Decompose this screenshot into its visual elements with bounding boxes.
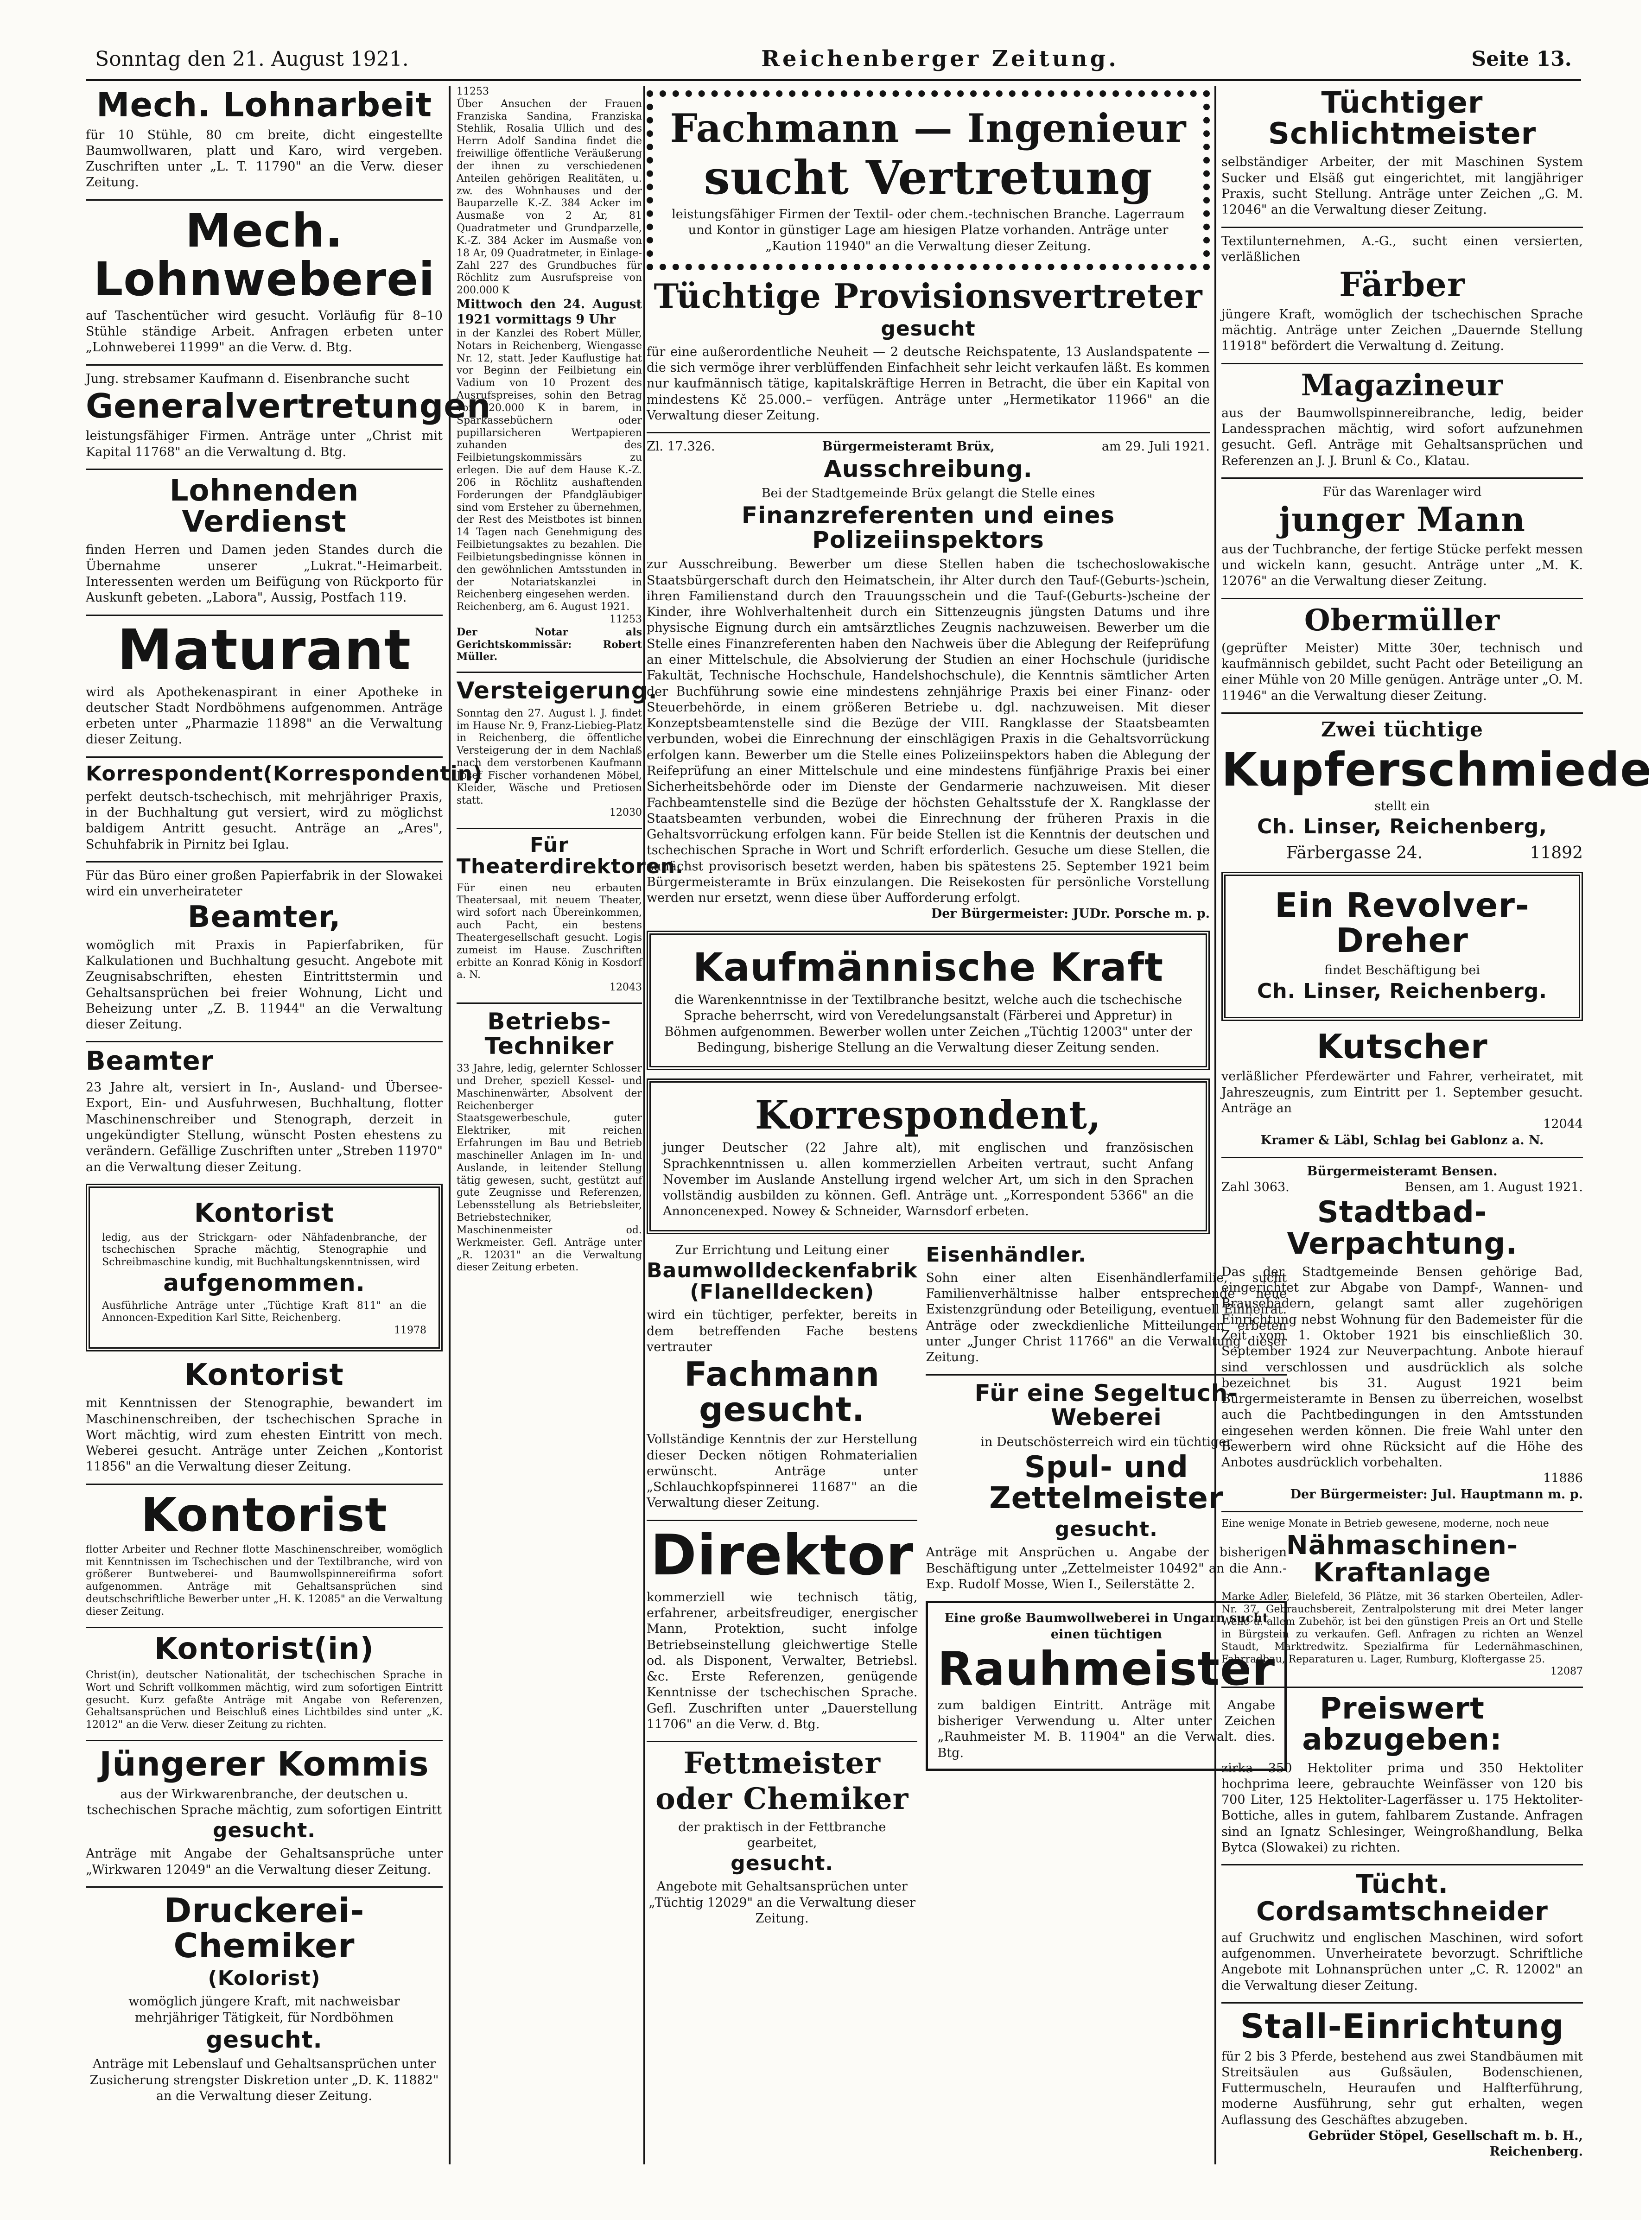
notice-signature: Der Bürgermeister: JUDr. Porsche m. p. bbox=[931, 907, 1210, 921]
ad-separator bbox=[1221, 712, 1583, 714]
ad-body: zur Ausschreibung. Bewerber um diese Stellen haben die tschechoslowakische Staatsbürgerschaft durch den Heimatschein, ihr Alter durch den Tauf-(Geburts-)schein, ihren Familienstand durch den Trauungsschein und die Tauf-(Geburts-)scheine der Kinder, ihre Wohlverhaltenheit durch ein Sittenzeugnis jüngsten Datums und ihre physische Eignung durch ein amtsärztliches Zeugnis nachzuweisen. Bewerber um die Stelle eines Finanzreferenten haben den Nachweis über die Ablegung der Reifeprüfung an einer Mittelschule, die Absolvierung der Studien an einer Hochschule (juridische Fakultät, Technische Hochschule, Handelshochschule), die Kenntnis sämtlicher Arten der Buchführung sowie eine mindestens zehnjährige Praxis bei einer Finanz- oder Steuerbehörde, in einem größeren Betriebe u. dgl. nachzuweisen. Mit dieser Konzeptsbeamtenstelle sind die Bezüge der VIII. Rangklasse der Staatsbeamten verbunden, wobei die Einrechnung der einschlägigen Praxis in die Gehaltsvorrückung erfolgen kann. Bewerber um die Stelle eines Polizeiinspektors haben die Ablegung der Reifeprüfung an einer Mittelschule und eine mindestens fünfjährige Praxis bei einer Sicherheitsbehörde oder im Dienste der Gendarmerie nachzuweisen. Mit dieser Fachbeamtenstelle sind die Bezüge der höchsten Gehaltsstufe der X. Rangklasse der Staatsbeamten verbunden, wobei die Einrechnung der früheren Praxis in die Gehaltsvorrückung erfolgen kann. Für beide Stellen ist die Kenntnis der deutschen und tschechischen Sprache in Wort und Schrift erforderlich. Gesuche um diese Stellen, die zunächst provisorisch besetzt werden, haben bis spätestens 25. September 1921 beim Bürgermeisteramte in Brüx einzulangen. Die Reisekosten für persönliche Vorstellung werden nur ersetzt, wenn diese über Aufforderung erfolgt. bbox=[647, 557, 1210, 906]
ad-body: aus der Tuchbranche, der fertige Stücke perfekt messen und wickeln kann, gesucht. Anträge unter „M. K. 12076" an die Verwaltung dieser Zeitung. bbox=[1221, 542, 1583, 589]
ad-lead: Für das Warenlager wird bbox=[1322, 484, 1482, 499]
ad-kutscher bbox=[1221, 1029, 1583, 1148]
ad-obermueller bbox=[1221, 605, 1583, 704]
ad-lead: Bei der Stadtgemeinde Brüx gelangt die Stelle eines bbox=[761, 486, 1095, 501]
ad-body: leistungsfähiger Firmen der Textil- oder chem.-technischen Branche. Lagerraum und Kontor in günstiger Lage am hiesigen Platze vorhanden. Anträge unter „Kaution 11940" an die Verwaltung dieser Zeitung. bbox=[672, 207, 1185, 254]
ad-firm: Ch. Linser, Reichenberg, bbox=[1257, 815, 1547, 839]
ad-faerber bbox=[1221, 234, 1583, 355]
ad-body: aus der Baumwollspinnereibranche, ledig, beider Landessprachen mächtig, wird sofort aufzunehmen gesucht. Gefl. Anträge mit Gehaltsansprüchen und Referenzen an J. J. Brunl & Co., Klatau. bbox=[1221, 406, 1583, 468]
ad-separator bbox=[1221, 1864, 1583, 1865]
ad-kontorist-boxed bbox=[86, 1184, 443, 1351]
ad-headline: Färber bbox=[1339, 265, 1465, 304]
header-rule bbox=[86, 79, 1581, 81]
ad-body: aus der Wirkwarenbranche, der deutschen u. tschechischen Sprache mächtig, zum sofortigen Eintritt bbox=[86, 1787, 442, 1817]
ad-footer bbox=[1221, 843, 1583, 864]
ad-separator bbox=[457, 672, 642, 673]
ad-body: womöglich jüngere Kraft, mit nachweisbar mehrjähriger Tätigkeit, für Nordböhmen bbox=[128, 1994, 400, 2025]
notice-bruex bbox=[647, 439, 1210, 922]
ad-separator bbox=[457, 1002, 642, 1004]
ad-headline: Betriebs-Techniker bbox=[484, 1008, 614, 1059]
ad-headline: Fachmann — Ingenieur bbox=[670, 105, 1187, 151]
ad-body: auf Taschentücher wird gesucht. Vorläufig für 8–10 Stühle ständige Arbeit. Anfragen erbeten unter „Lohnweberei 11999" an die Verw. d. Btg. bbox=[86, 308, 443, 355]
ad-headline: Druckerei-Chemiker bbox=[164, 1890, 365, 1965]
ad-separator bbox=[86, 1740, 443, 1741]
page-number: Seite 13. bbox=[1471, 47, 1572, 71]
column-4 bbox=[1221, 86, 1652, 2164]
ad-reference: 11978 bbox=[394, 1325, 426, 1337]
ad-headline: sucht Vertretung bbox=[704, 150, 1153, 205]
ad-body: stellt ein bbox=[1374, 799, 1430, 814]
ad-reference: 12043 bbox=[610, 982, 642, 994]
ad-separator bbox=[1221, 2002, 1583, 2004]
notice-place: Reichenberg, am 6. August 1921. bbox=[457, 601, 630, 613]
ad-reference: 11886 bbox=[1543, 1471, 1583, 1486]
ad-body: findet Beschäftigung bei bbox=[1324, 963, 1480, 978]
ad-body: Für einen neu erbauten Theatersaal, mit neuem Theater, wird sofort nach Übereinkommen, auch Pacht, ein bestens Theatergesellschaft gesucht. Logis zumeist im Hause. Zuschriften erbitte an Konrad König in Kosdorf a. N. bbox=[457, 882, 642, 981]
ad-theater bbox=[457, 833, 684, 994]
ad-body: selbständiger Arbeiter, der mit Maschinen System Sucker und Elsäß gut eingerichtet, mit langjähriger Praxis, sucht Stellung. Anträge unter Zeichen „G. M. 12046" an die Verwaltung dieser Zeitung. bbox=[1221, 155, 1583, 217]
ad-lead: Zur Errichtung und Leitung einer bbox=[675, 1243, 889, 1257]
ad-magazineur bbox=[1221, 370, 1583, 469]
ad-headline: Für eine Segeltuch-Weberei bbox=[974, 1379, 1239, 1431]
ad-body: Sohn einer alten Eisenhändlerfamilie, sucht Familienverhältnisse halber entsprechende neue Existenzgründung oder Beteiligung, eventuell Einheirat. Anträge oder zweckdienliche Mitteilungen erbeten unter „Junger Christ 11766" an die Verwaltung dieser Zeitung. bbox=[926, 1270, 1287, 1365]
ad-separator bbox=[1221, 227, 1583, 228]
ad-chemiker bbox=[86, 1890, 443, 2104]
ad-body: flotter Arbeiter und Rechner flotte Maschinenschreiber, womöglich mit Kenntnissen im Tschechischen und der Textilbranche, wird von größerer Buntweberei- und Baumwollspinnereifirma sofort aufgenommen. Anträge mit Gehaltsansprüchen sind deutschschriftliche Bewerber unter „H. K. 12085" an die Verwaltung dieser Zeitung. bbox=[86, 1543, 443, 1617]
ad-body: Sonntag den 27. August l. J. findet im Hause Nr. 9, Franz-Liebieg-Platz in Reichenberg, die öffentliche Versteigerung der in dem Nachlaß nach dem verstorbenen Kaufmann Josef Fischer vorhandenen Möbel, Kleider, Wäsche und Pretiosen statt. bbox=[457, 707, 642, 806]
ad-naehmaschinen bbox=[1221, 1518, 1583, 1678]
ad-firm: Ch. Linser, Reichenberg. bbox=[1257, 979, 1547, 1003]
notice-body: in der Kanzlei des Robert Müller, Notars in Reichenberg, Wiengasse Nr. 12, statt. Jeder Kauflustige hat vor Beginn der Feilbietung ein Vadium von 10 Prozent des Ausrufspreises, sohin den Betrag von 20.000 K in barem, in Sparkassebüchern oder pupillarsicheren Wertpapieren zuhanden des Feilbietungskommissärs zu erlegen. Die auf dem Hause K.-Z. 206 in Röchlitz aushaftenden Forderungen der Pfandgläubiger sind vom Ersteher zu übernehmen, der Rest des Meistbotes ist binnen 14 Tagen nach Genehmigung des Feilbietungsaktes zu bezahlen. Die Feilbietungsbedingnisse können in den gewöhnlichen Amtsstunden in der Notariatskanzlei in Reichenberg eingesehen werden. bbox=[457, 327, 642, 601]
ad-headline: Beamter bbox=[86, 1046, 214, 1077]
ad-headline: Kaufmännische Kraft bbox=[693, 944, 1164, 990]
ad-junger-mann bbox=[1221, 484, 1583, 590]
ad-korrespondent-boxed bbox=[647, 1078, 1210, 1234]
ad-body: auf Gruchwitz und englischen Maschinen, wird sofort aufgenommen. Unverheiratete bevorzugt. Schriftliche Angebote mit Lohnansprüchen unter „C. R. 12002" an die Verwaltung dieser Zeitung. bbox=[1221, 1930, 1583, 1993]
ad-headline: Generalvertretungen bbox=[86, 386, 491, 425]
ad-body: Ausführliche Anträge unter „Tüchtige Kraft 811" an die Annoncen-Expedition Karl Sitte, Reichenberg. bbox=[102, 1300, 426, 1324]
ad-separator bbox=[647, 432, 1210, 433]
ad-body: Anträge mit Ansprüchen u. Angabe der bisherigen Beschäftigung unter „Zettelmeister 10492" an die Ann.-Exp. Rudolf Mosse, Wien I., Seilerstätte 2. bbox=[926, 1545, 1287, 1592]
ad-body: junger Deutscher (22 Jahre alt), mit englischen und französischen Sprachkenntnissen u. allen kommerziellen Arbeiten vertraut, sucht Anfang November im Auslande Anstellung irgend welcher Art, um sich in den Sprachen vollständig ausbilden zu können. Gefl. Anträge unt. „Korrespondent 5366" an die Annoncenexped. Nowey & Schneider, Warnsdorf erbeten. bbox=[663, 1141, 1194, 1219]
ad-kontorist-3 bbox=[86, 1487, 443, 1618]
ad-lohnweberei bbox=[86, 203, 443, 356]
ad-separator bbox=[457, 828, 642, 829]
notice-date: Mittwoch den 24. August 1921 vormittags 9 Uhr bbox=[457, 297, 642, 327]
ad-body: finden Herren und Damen jeden Standes durch die Übernahme unserer „Lukrat."-Heimarbeit. Interessenten werden um Beifügung von Rückporto für Auskunft gebeten. „Labora", Aussig, Postfach 119. bbox=[86, 543, 443, 605]
ad-subheadline: gesucht bbox=[881, 317, 976, 341]
column-3-lower bbox=[647, 1243, 1287, 1935]
ad-headline: Fettmeister bbox=[683, 1746, 881, 1781]
notice-office: Bürgermeisteramt Bensen. bbox=[1307, 1164, 1498, 1179]
ad-headline: Mech. Lohnweberei bbox=[93, 203, 435, 306]
ad-headline: Fachmann gesucht. bbox=[684, 1355, 880, 1429]
ad-reference: 12087 bbox=[1550, 1666, 1583, 1678]
ad-body: Anträge mit Lebenslauf und Gehaltsansprüchen unter Zusicherung strengster Diskretion unter „D. K. 11882" an die Verwaltung dieser Zeitung. bbox=[89, 2057, 439, 2103]
ad-headline: Preiswert abzugeben: bbox=[1302, 1692, 1502, 1757]
ad-provisionsvertreter bbox=[647, 276, 1210, 424]
ad-headline: Obermüller bbox=[1304, 603, 1500, 638]
ad-address: Färbergasse 24. bbox=[1286, 843, 1423, 863]
ad-headline: Kupferschmiede bbox=[1221, 742, 1652, 797]
ad-headline: aufgenommen. bbox=[163, 1269, 365, 1297]
notice-versteigerung bbox=[457, 677, 658, 819]
ad-subheadline: (Kolorist) bbox=[208, 1966, 321, 1991]
ad-headline: Stadtbad-Verpachtung. bbox=[1287, 1195, 1518, 1261]
ad-separator bbox=[647, 1741, 917, 1742]
ad-stall-einrichtung bbox=[1221, 2009, 1583, 2160]
ad-headline: Jüngerer Kommis bbox=[99, 1744, 429, 1784]
newspaper-title: Reichenberger Zeitung. bbox=[761, 46, 1119, 72]
ad-body: für 10 Stühle, 80 cm breite, dicht eingestellte Baumwollwaren, platt und Karo, wird vergeben. Zuschriften unter „L. T. 11790" an die Verw. dieser Zeitung. bbox=[86, 127, 443, 190]
ad-headline: junger Mann bbox=[1279, 500, 1525, 539]
ad-body: (geprüfter Meister) Mitte 30er, technisch und kaufmännisch gebildet, sucht Pacht oder Beteiligung an einer Mühle von 20 Mille genügen. Anträge unter „O. M. 11946" an die Verwaltung dieser Zeitung. bbox=[1221, 641, 1583, 703]
ad-body: verläßlicher Pferdewärter und Fahrer, verheiratet, mit Jahreszeugnis, zum Eintritt per 1. September gesucht. Anträge an bbox=[1221, 1069, 1583, 1116]
ad-lead: Eine große Baumwollweberei in Ungarn sucht einen tüchtigen bbox=[944, 1611, 1269, 1642]
ad-body: wird ein tüchtiger, perfekter, bereits in dem betreffenden Fache bestens vertrauter bbox=[647, 1308, 918, 1354]
ad-headline: Mech. Lohnarbeit bbox=[96, 85, 432, 124]
ad-headline: Baumwolldeckenfabrik (Flanelldecken) bbox=[647, 1258, 918, 1304]
ad-headline: Tüchtige Provisionsvertreter bbox=[654, 276, 1203, 316]
ad-kupferschmiede bbox=[1221, 717, 1652, 863]
notice-signature: Der Notar als Gerichtskommissär: Robert Müller. bbox=[457, 626, 642, 663]
column-3-lower-left bbox=[647, 1243, 917, 1935]
ad-headline: gesucht. bbox=[206, 2026, 323, 2053]
header-date: Sonntag den 21. August 1921. bbox=[95, 47, 409, 71]
ad-headline: Magazineur bbox=[1301, 368, 1504, 403]
ad-headline: Kutscher bbox=[1316, 1027, 1488, 1066]
ad-separator bbox=[86, 199, 443, 201]
ad-body: jüngere Kraft, womöglich der tschechischen Sprache mächtig. Anträge unter Zeichen „Dauernde Stellung 11918" befördert die Verwaltung d. Zeitung. bbox=[1221, 307, 1583, 354]
ad-separator bbox=[1221, 598, 1583, 599]
notice-reference: 11253 bbox=[610, 614, 642, 625]
ad-separator bbox=[86, 364, 443, 366]
notice-date: am 29. Juli 1921. bbox=[1101, 439, 1210, 454]
ad-headline: Lohnenden Verdienst bbox=[169, 474, 359, 539]
ad-body: perfekt deutsch-tschechisch, mit mehrjähriger Praxis, in der Buchhaltung gut versiert, wird zu möglichst baldigem Antritt gesucht. Anträge an „Ares", Schuhfabrik in Pirnitz bei Iglau. bbox=[86, 789, 443, 852]
ad-generalvertretungen bbox=[86, 371, 491, 460]
ad-lead: Zwei tüchtige bbox=[1321, 717, 1483, 742]
ad-body: mit Kenntnissen der Stenographie, bewandert im Maschinenschreiben, der tschechischen Sprache in Wort mächtig, wird zum ehesten Eintritt von mech. Weberei gesucht. Anträge unter Zeichen „Kontorist 11856" an die Verwaltung dieser Zeitung. bbox=[86, 1396, 443, 1474]
ad-lead: Für das Büro einer großen Papierfabrik in der Slowakei wird ein unverheirateter bbox=[86, 868, 443, 899]
ad-headline: gesucht. bbox=[1055, 1517, 1158, 1541]
ad-body: für 2 bis 3 Pferde, bestehend aus zwei Standbäumen mit Streitsäulen aus Gußsäulen, Bodenschienen, Futtermuscheln, Heuraufen und Halfterführung, moderne Ausführung, sehr gut erhalten, wegen Auflassung des Geschäftes abzugeben. bbox=[1221, 2049, 1583, 2127]
notice-reference: Zahl 3063. bbox=[1221, 1180, 1290, 1195]
ad-betriebstechniker bbox=[457, 1009, 642, 1274]
ad-headline: Rauhmeister bbox=[937, 1641, 1276, 1696]
ad-headline: oder Chemiker bbox=[655, 1782, 909, 1817]
ad-body: zum baldigen Eintritt. Anträge mit Angabe bisheriger Verwendung u. Alter unter Zeichen „Rauhmeister M. B. 11904" an die Verwalt. dies. Btg. bbox=[937, 1698, 1276, 1760]
ad-ingenieur-boxed bbox=[647, 90, 1210, 270]
notice-auction-realty bbox=[457, 86, 642, 663]
ad-reference: 12030 bbox=[610, 807, 642, 819]
ad-body: Christ(in), deutscher Nationalität, der tschechischen Sprache in Wort und Schrift vollkommen mächtig, wird zum sofortigen Eintritt gesucht. Kurz gefaßte Anträge mit Angabe von Referenzen, Gehaltsansprüchen und Beischluß eines Lichtbildes sind unter „K. 12012" an die Verw. dieser Zeitung zu richten. bbox=[86, 1669, 443, 1731]
ad-headline: Stall-Einrichtung bbox=[1240, 2007, 1564, 2046]
ad-lohnarbeit bbox=[86, 85, 443, 191]
ad-lead: in Deutschösterreich wird ein tüchtiger bbox=[980, 1434, 1233, 1449]
ad-headline: Beamter, bbox=[187, 900, 341, 934]
notice-stadtbad bbox=[1221, 1164, 1583, 1503]
ad-cordsamtschneider bbox=[1221, 1871, 1583, 1994]
ad-reference: 12044 bbox=[1543, 1117, 1583, 1132]
ad-separator bbox=[86, 1627, 443, 1628]
ad-schlichtmeister bbox=[1221, 88, 1583, 218]
ad-kaufmaennische-kraft bbox=[647, 931, 1210, 1070]
ad-headline: Eisenhändler. bbox=[926, 1243, 1087, 1267]
ad-headline: Direktor bbox=[650, 1523, 914, 1588]
ad-maturant bbox=[86, 618, 443, 748]
notice-body: Über Ansuchen der Frauen Franziska Sandina, Franziska Stehlik, Rosalia Ullich und des Herrn Adolf Sandina findet die freiwillige öffentliche Veräußerung der ihnen zu verschiedenen Anteilen gehörigen Realitäten, u. zw. des Wohnhauses und der Bauparzelle K.-Z. 384 Acker im Ausmaße von 2 Ar, 81 Quadratmeter und Grundparzelle, K.-Z. 384 Acker im Ausmaße von 18 Ar, 09 Quadratmeter, in Einlage-Zahl 227 des Grundbuches für Röchlitz zum Ausrufspreise von 200.000 K bbox=[457, 98, 642, 297]
ad-body: leistungsfähiger Firmen. Anträge unter „Christ mit Kapital 11768" an die Verwaltung d. Btg. bbox=[86, 429, 443, 459]
ad-kontorist-2 bbox=[86, 1360, 443, 1475]
ad-body: kommerziell wie technisch tätig, erfahrener, arbeitsfreudiger, energischer Mann, Protektion, sucht infolge Betriebseinstellung gleichwertige Stelle od. als Disponent, Verwalter, Betriebsl. &c. Erste Referenzen, genügende Kenntnisse der tschechischen Sprache. Gefl. Zuschriften unter „Dauerstellung 11706" an die Verw. d. Btg. bbox=[647, 1590, 918, 1732]
ad-body: 23 Jahre alt, versiert in In-, Ausland- und Übersee-Export, Ein- und Ausfuhrwesen, Buchhaltung, flotter Maschinenschreiber und Stenograph, derzeit in ungekündigter Stellung, wünscht Posten ehestens zu verändern. Gefällige Zuschriften unter „Streben 11970" an die Verwaltung dieser Zeitung. bbox=[86, 1080, 443, 1174]
ad-separator bbox=[1221, 1511, 1583, 1512]
ad-direktor bbox=[647, 1523, 918, 1733]
ad-headline: Maturant bbox=[117, 618, 412, 683]
ad-headline: Ausschreibung. bbox=[824, 455, 1033, 482]
ad-fettmeister bbox=[647, 1748, 917, 1927]
notice-reference: Zl. 17.326. bbox=[647, 439, 715, 454]
page-header bbox=[95, 43, 1572, 75]
column-rule-2 bbox=[643, 86, 645, 2164]
ad-separator bbox=[86, 1041, 443, 1042]
ad-headline: Kontorist bbox=[194, 1198, 334, 1228]
ad-body: ledig, aus der Strickgarn- oder Nähfadenbranche, der tschechischen Sprache mächtig, Stenographie und Schreibmaschine kundig, mit Buchhaltungskenntnissen, wird bbox=[102, 1231, 426, 1269]
ad-headline: Kontorist(in) bbox=[154, 1631, 374, 1666]
ad-revolver-dreher bbox=[1221, 872, 1583, 1021]
ad-headline: Tüchtiger Schlichtmeister bbox=[1268, 86, 1537, 152]
ad-body: Angebote mit Gehaltsansprüchen unter „Tüchtig 12029" an die Verwaltung dieser Zeitung. bbox=[648, 1879, 916, 1926]
ad-separator bbox=[647, 1520, 917, 1521]
ad-preiswert bbox=[1221, 1694, 1583, 1856]
ad-separator bbox=[86, 469, 443, 470]
ad-separator bbox=[1221, 1157, 1583, 1158]
ad-beamter-papier bbox=[86, 868, 443, 1033]
ad-body: der praktisch in der Fettbranche gearbeitet, bbox=[678, 1820, 886, 1850]
ad-separator bbox=[1221, 477, 1583, 479]
ad-headline: Ein Revolver-Dreher bbox=[1275, 886, 1530, 960]
ad-verdienst bbox=[86, 476, 443, 606]
ad-headline: Spul- und Zettelmeister bbox=[989, 1450, 1224, 1516]
ad-separator bbox=[86, 861, 443, 863]
ad-separator bbox=[1221, 363, 1583, 364]
ad-body: für eine außerordentliche Neuheit — 2 deutsche Reichspatente, 13 Auslandspatente — die sich vermöge ihrer verblüffenden Einfachheit sehr leicht verkaufen läßt. Es kommen nur kaufmännisch tätige, kapitalskräftige Herren in Betracht, die über ein Kapital von mindestens Kč 25.000.– verfügen. Anträge unter „Hermetikator 11966" an die Verwaltung dieser Zeitung. bbox=[647, 344, 1210, 423]
ad-kommis bbox=[86, 1744, 443, 1878]
ad-beamter-export bbox=[86, 1048, 443, 1175]
notice-signature: Der Bürgermeister: Jul. Hauptmann m. p. bbox=[1290, 1487, 1583, 1502]
ad-headline: gesucht. bbox=[212, 1819, 316, 1843]
ad-body: wird als Apothekenaspirant in einer Apotheke in deutscher Stadt Nordböhmens aufgenommen. Anträge erbeten unter „Pharmazie 11898" an die Verwaltung dieser Zeitung. bbox=[86, 685, 443, 747]
ad-headline: Korrespondent(Korrespondentin) bbox=[86, 761, 483, 786]
ad-separator bbox=[86, 1886, 443, 1888]
ad-body: Das der Stadtgemeinde Bensen gehörige Bad, eingerichtet zur Abgabe von Dampf-, Wannen- und Brausebädern, gelangt samt aller zugehörigen Einrichtung nebst Wohnung für den Bademeister für die Zeit vom 1. Oktober 1921 bis einschließlich 30. September 1924 zur Neuverpachtung. Anbote hierauf sind verschlossen und ausdrücklich als solche bezeichnet bis 31. August 1921 beim Bürgermeisteramte in Bensen zu überreichen, woselbst auch die Pachtbedingungen in den Amtsstunden eingesehen werden können. Die freie Wahl unter den Bewerbern wird ohne Rücksicht auf die Höhe des Anbotes ausdrücklich vorbehalten. bbox=[1221, 1264, 1583, 1470]
notice-header bbox=[1221, 1180, 1583, 1195]
ad-headline: Nähmaschinen-Kraftanlage bbox=[1286, 1530, 1519, 1588]
ad-body: 33 Jahre, ledig, gelernter Schlosser und Dreher, speziell Kessel- und Maschinenwärter, Absolvent der Reichenberger Staatsgewerbeschule, guter Elektriker, mit reichen Erfahrungen im Bau und Betrieb maschineller Anlagen im In- und Auslande, in leitender Stellung tätig gewesen, sucht, gestützt auf gute Zeugnisse und Referenzen, Lebensstellung als Betriebsleiter, Betriebstechniker, Maschinenmeister od. Werkmeister. Gefl. Anträge unter „R. 12031" an die Verwaltung dieser Zeitung erbeten. bbox=[457, 1063, 642, 1274]
ad-separator bbox=[86, 1484, 443, 1485]
ad-korrespondent bbox=[86, 761, 483, 853]
ad-body: womöglich mit Praxis in Papierfabriken, für Kalkulationen und Buchhaltung gesucht. Angebote mit Zeugnisabschriften, ehesten Eintrittstermin und Gehaltsansprüchen bei freier Wohnung, Licht und Beheizung unter „Z. B. 11944" an die Verwaltung dieser Zeitung. bbox=[86, 938, 443, 1032]
ad-body: zirka 350 Hektoliter prima und 350 Hektoliter hochprima leere, gebrauchte Weinfässer von 120 bis 700 Liter, 125 Hektoliter-Lagerfässer u. 175 Hektoliter-Bottiche, alles in gutem, fahlbarem Zustande. Anfragen sind an Ignatz Schlesinger, Weingroßhandlung, Belka Bytca (Slowakei) zu richten. bbox=[1221, 1761, 1583, 1855]
notice-header bbox=[647, 439, 1210, 455]
ad-lead: Textilunternehmen, A.-G., sucht einen versierten, verläßlichen bbox=[1221, 234, 1583, 264]
ad-body: die Warenkenntnisse in der Textilbranche besitzt, welche auch die tschechische Sprache beherrscht, wird von Veredelungsanstalt (Färberei und Appretur) in Böhmen aufgenommen. Bewerber wollen unter Zeichen „Tüchtig 12003" unter der Bedingung, bisherige Stellung an die Verwaltung dieser Zeitung senden. bbox=[664, 992, 1192, 1055]
ad-separator bbox=[1221, 1687, 1583, 1688]
notice-office: Bürgermeisteramt Brüx, bbox=[822, 439, 995, 454]
ad-firm: Gebrüder Stöpel, Gesellschaft m. b. H., Reichenberg. bbox=[1308, 2129, 1583, 2159]
ad-headline: Versteigerung. bbox=[457, 677, 658, 704]
ad-body: Anträge mit Angabe der Gehaltsansprüche unter „Wirkwaren 12049" an die Verwaltung dieser Zeitung. bbox=[86, 1846, 443, 1877]
ad-deckenfabrik bbox=[647, 1243, 917, 1511]
ad-separator bbox=[86, 756, 443, 758]
ad-headline: Für Theaterdirektoren. bbox=[457, 833, 684, 879]
ad-body: Vollständige Kenntnis der zur Herstellung dieser Decken nötigen Rohmaterialien erwünscht. Anträge unter „Schlauchkopfspinnerei 11687" an die Verwaltung dieser Zeitung. bbox=[647, 1432, 918, 1510]
ad-body: Marke Adler, Bielefeld, 36 Plätze, mit 36 starken Oberteilen, Adler-Nr. 37, Gebrauchsbereit, Zentralpolsterung mit drei Meter langer Welle u. allem Zubehör, ist bei den günstigen Preis an Ort und Stelle in Bürgstein zu verkaufen. Gefl. Anfragen zu richten an Wenzel Staudt, Marktredwitz. Spezialfirma für Ledernähmaschinen, Fahrradbau, Reparaturen u. Lager, Rumburg, Kloftergasse 25. bbox=[1221, 1591, 1583, 1665]
ad-kontoristin bbox=[86, 1631, 443, 1732]
ad-headline: Kontorist bbox=[184, 1358, 344, 1393]
ad-headline: Tücht. Cordsamtschneider bbox=[1256, 1869, 1548, 1927]
notice-reference: 11253 bbox=[457, 86, 489, 97]
ad-headline: Kontorist bbox=[140, 1487, 388, 1542]
ad-headline: gesucht. bbox=[731, 1852, 834, 1876]
notice-date: Bensen, am 1. August 1921. bbox=[1404, 1180, 1583, 1195]
ad-reference: 11892 bbox=[1530, 843, 1583, 863]
ad-headline: Korrespondent, bbox=[755, 1092, 1102, 1138]
ad-lead: Eine wenige Monate in Betrieb gewesene, moderne, noch neue bbox=[1221, 1518, 1549, 1530]
ad-lead: Jung. strebsamer Kaufmann d. Eisenbranche sucht bbox=[86, 371, 410, 386]
ad-firm: Kramer & Läbl, Schlag bei Gablonz a. N. bbox=[1260, 1133, 1544, 1148]
ad-separator bbox=[86, 615, 443, 616]
ad-headline: Finanzreferenten und eines Polizeiinspektors bbox=[741, 502, 1115, 553]
